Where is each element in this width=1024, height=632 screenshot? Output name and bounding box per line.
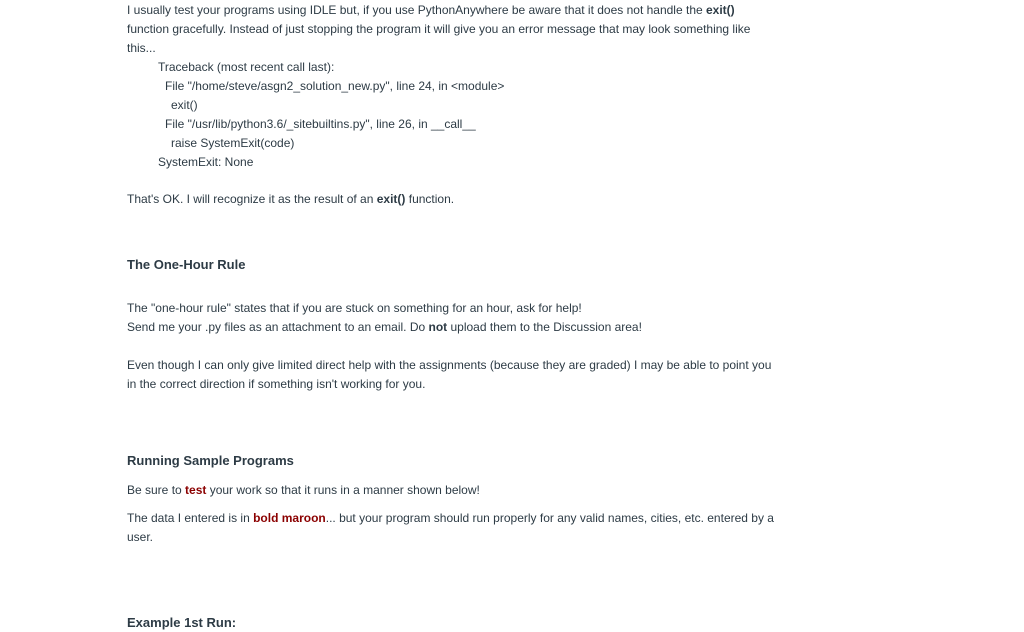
one-hour-paragraph [127,299,787,337]
traceback-block [127,58,504,172]
one-hour-heading: The One-Hour Rule [127,257,246,272]
test-paragraph: Be sure to test your work so that it runs in a manner shown below! [127,483,480,497]
maroon-emphasis: bold maroon [253,511,326,525]
ok-paragraph: That's OK. I will recognize it as the result of an exit() function. [127,192,455,206]
test-emphasis: test [185,483,207,497]
example-heading: Example 1st Run: [127,615,237,630]
running-heading: Running Sample Programs [127,453,294,468]
traceback-line: exit() [171,98,198,112]
intro-paragraph: I usually test your programs using IDLE but, if you use PythonAnywhere be aware that it does not handle the exit() function gracefully. Instead of just stopping the program it will give you an error message that may look something like this... [127,3,751,55]
limited-help-paragraph: Even though I can only give limited direct help with the assignments (because they are graded) I may be able to point you in the correct direction if something isn't working for you. [127,358,772,391]
one-hour-line: The "one-hour rule" states that if you are stuck on something for an hour, ask for help! [127,301,582,315]
traceback-line: File "/usr/lib/python3.6/_sitebuiltins.py", line 26, in __call__ [165,117,476,131]
traceback-line: Traceback (most recent call last): [158,60,335,74]
exit-code-bold: exit() [706,3,735,17]
traceback-line: File "/home/steve/asgn2_solution_new.py", line 24, in <module> [165,79,505,93]
exit-code-bold: exit() [376,192,406,206]
one-hour-line: Send me your .py files as an attachment to an email. Do not upload them to the Discussion area! [127,320,642,334]
traceback-line: SystemExit: None [158,155,254,169]
not-emphasis: not [428,320,448,334]
data-entered-paragraph: The data I entered is in bold maroon... but your program should run properly for any valid names, cities, etc. entered by a user. [127,511,774,544]
traceback-line: raise SystemExit(code) [171,136,295,150]
